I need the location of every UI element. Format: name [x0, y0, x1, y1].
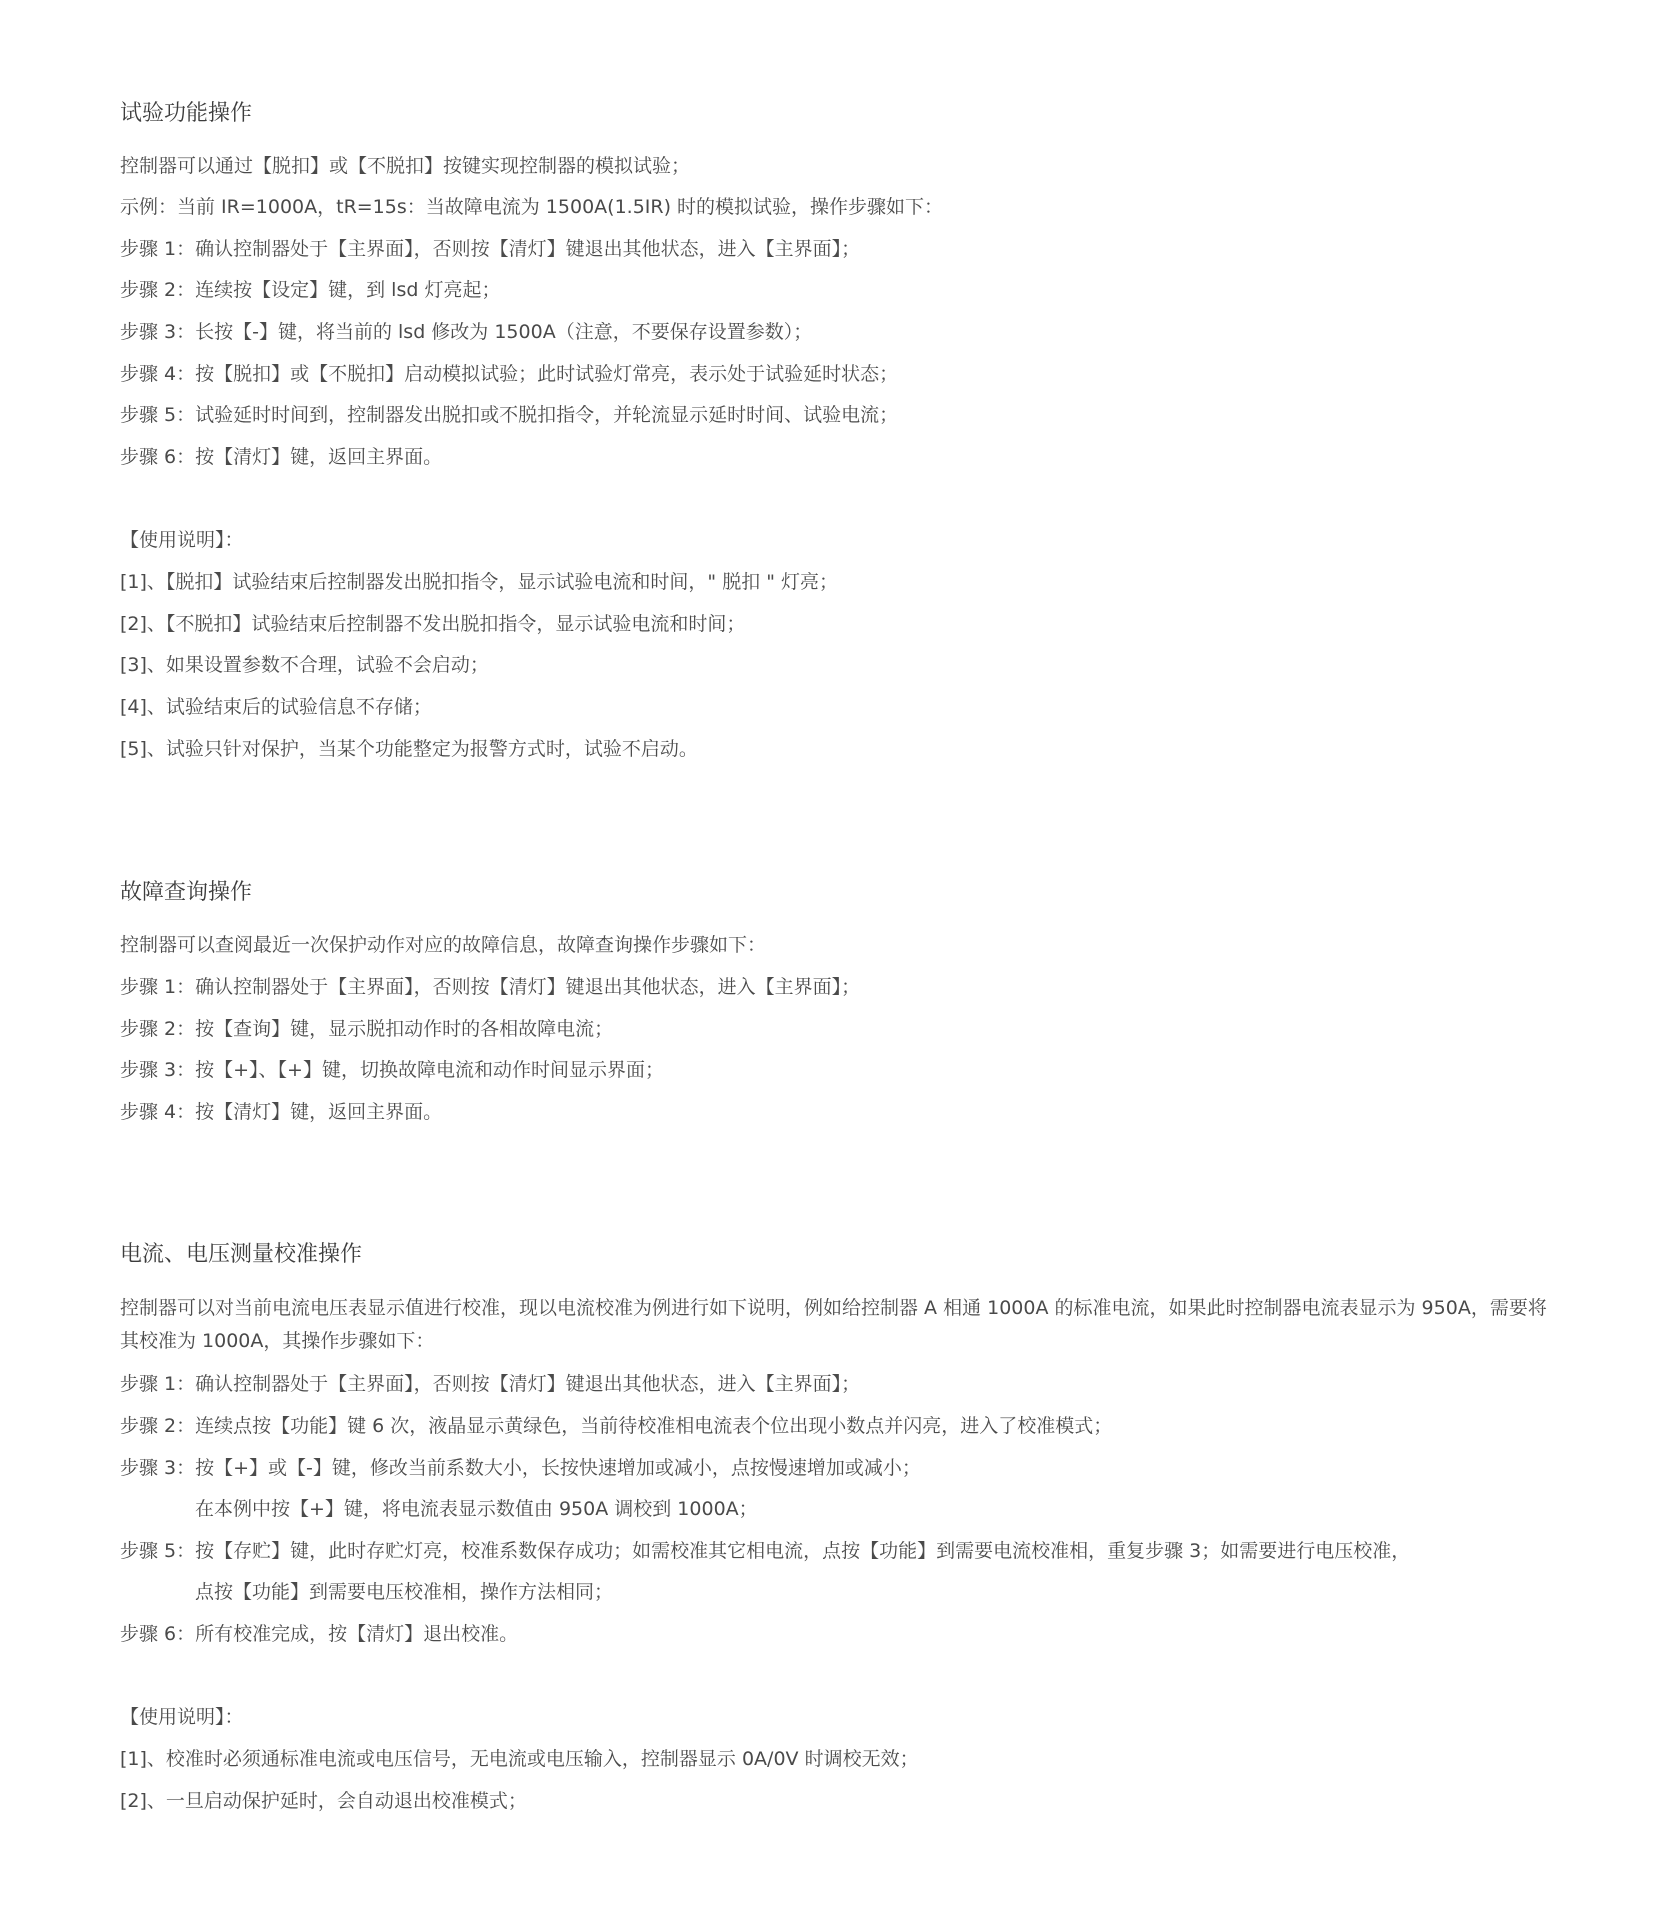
- step-line: 步骤 4：按【脱扣】或【不脱扣】启动模拟试验；此时试验灯常亮，表示处于试验延时状态；: [120, 363, 899, 385]
- note-line: [2]、一旦启动保护延时，会自动退出校准模式；: [120, 1790, 527, 1812]
- step-line: 步骤 1：确认控制器处于【主界面】，否则按【清灯】键退出其他状态，进入【主界面】；: [120, 238, 861, 260]
- section-title-test-function: 试验功能操作: [120, 101, 253, 126]
- step-line: 步骤 3：按【+】或【-】键，修改当前系数大小，长按快速增加或减小，点按慢速增加或减小；: [120, 1457, 921, 1479]
- step-line: 步骤 3：按【+】、【+】键，切换故障电流和动作时间显示界面；: [120, 1059, 664, 1081]
- section-intro: 控制器可以查阅最近一次保护动作对应的故障信息，故障查询操作步骤如下：: [120, 934, 767, 956]
- step-continuation: 点按【功能】到需要电压校准相，操作方法相同；: [195, 1581, 614, 1603]
- step-line: 步骤 5：按【存贮】键，此时存贮灯亮，校准系数保存成功；如需校准其它相电流，点按【功能】到需要电流校准相，重复步骤 3；如需要进行电压校准，: [120, 1540, 1411, 1562]
- step-line: 步骤 1：确认控制器处于【主界面】，否则按【清灯】键退出其他状态，进入【主界面】；: [120, 1373, 861, 1395]
- step-line: 步骤 4：按【清灯】键，返回主界面。: [120, 1101, 443, 1123]
- note-line: [1]、校准时必须通标准电流或电压信号，无电流或电压输入，控制器显示 0A/0V 时调校无效；: [120, 1748, 919, 1770]
- section-title-calibration: 电流、电压测量校准操作: [120, 1242, 363, 1267]
- section-title-fault-query: 故障查询操作: [120, 880, 253, 905]
- step-line: 步骤 2：按【查询】键，显示脱扣动作时的各相故障电流；: [120, 1018, 614, 1040]
- note-line: [2]、【不脱扣】试验结束后控制器不发出脱扣指令，显示试验电流和时间；: [120, 613, 746, 635]
- note-line: [1]、【脱扣】试验结束后控制器发出脱扣指令，显示试验电流和时间，" 脱扣 " 灯亮；: [120, 571, 839, 593]
- step-line: 步骤 6：所有校准完成，按【清灯】退出校准。: [120, 1623, 519, 1645]
- notes-heading: 【使用说明】：: [120, 529, 244, 551]
- note-line: [5]、试验只针对保护，当某个功能整定为报警方式时，试验不启动。: [120, 738, 698, 760]
- section-intro: 控制器可以通过【脱扣】或【不脱扣】按键实现控制器的模拟试验；: [120, 155, 691, 177]
- example-text: 示例：当前 IR=1000A，tR=15s：当故障电流为 1500A(1.5IR) 时的模拟试验，操作步骤如下：: [120, 196, 944, 218]
- step-line: 步骤 6：按【清灯】键，返回主界面。: [120, 446, 443, 468]
- section-intro: 控制器可以对当前电流电压表显示值进行校准，现以电流校准为例进行如下说明，例如给控制器 A 相通 1000A 的标准电流，如果此时控制器电流表显示为 950A，需要将其校准为 1000A，其操作步骤如下：: [120, 1297, 1547, 1352]
- notes-heading: 【使用说明】：: [120, 1706, 244, 1728]
- step-line: 步骤 5：试验延时时间到，控制器发出脱扣或不脱扣指令，并轮流显示延时时间、试验电流；: [120, 404, 899, 426]
- step-line: 步骤 1：确认控制器处于【主界面】，否则按【清灯】键退出其他状态，进入【主界面】；: [120, 976, 861, 998]
- note-line: [3]、如果设置参数不合理，试验不会启动；: [120, 654, 489, 676]
- step-continuation: 在本例中按【+】键，将电流表显示数值由 950A 调校到 1000A；: [195, 1498, 758, 1520]
- step-line: 步骤 3：长按【-】键，将当前的 lsd 修改为 1500A（注意，不要保存设置参数）；: [120, 321, 813, 343]
- note-line: [4]、试验结束后的试验信息不存储；: [120, 696, 432, 718]
- step-line: 步骤 2：连续按【设定】键，到 lsd 灯亮起；: [120, 279, 501, 301]
- step-line: 步骤 2：连续点按【功能】键 6 次，液晶显示黄绿色，当前待校准相电流表个位出现小数点并闪亮，进入了校准模式；: [120, 1415, 1113, 1437]
